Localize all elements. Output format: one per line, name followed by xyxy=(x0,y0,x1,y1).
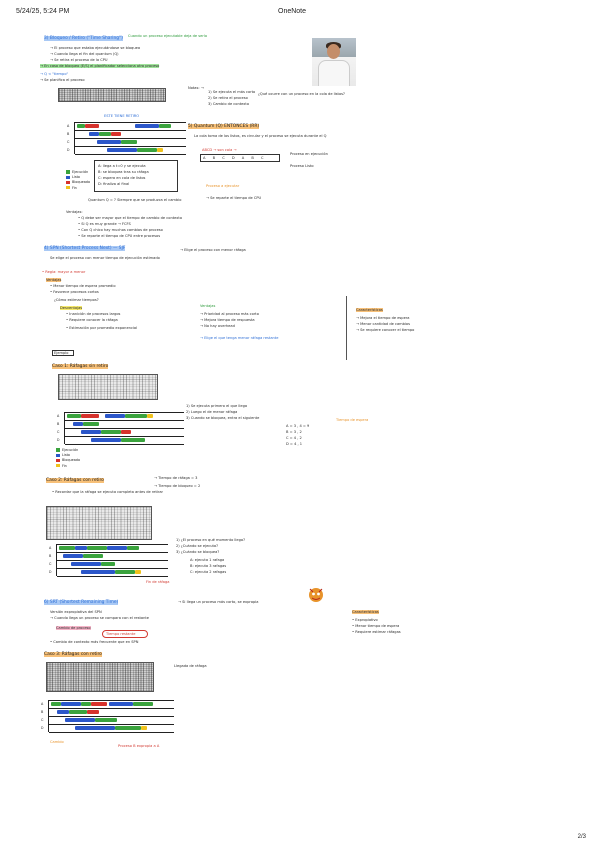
gantt-chart-3: A B C D xyxy=(56,544,168,576)
srt-right-1: • Expropiativo xyxy=(352,618,378,622)
case2-side-2: → Tiempo de bloqueo = 2 xyxy=(154,484,201,488)
srt-change-label: Cambio de proceso xyxy=(56,626,91,630)
spn-ventajas: Ventajas xyxy=(46,278,62,282)
legend2-item-execution: Ejecución xyxy=(56,448,80,452)
case1-orange-note: Tiempo de espera xyxy=(336,418,369,422)
ventajas-label: Ventajas: xyxy=(66,210,83,214)
legend-2 xyxy=(56,448,80,469)
case2-title: Caso 2: Ráfagas con retiro xyxy=(46,478,104,483)
calc-0: A = 3 , 4 = 9 xyxy=(286,424,310,428)
blocking-line-0: Cuando un proceso ejecutable deja de serlo xyxy=(128,34,208,38)
mid-note-extra: → Elige el que tenga menor ráfaga restante xyxy=(200,336,279,340)
blocking-line-3: → Se retira el proceso de la CPU xyxy=(50,58,108,62)
calc-1: B = 3 , 2 xyxy=(286,430,302,434)
app-title: OneNote xyxy=(278,8,307,15)
quantum-note: Quantum Q = ? Siempre que se produzca el cambio xyxy=(88,198,182,202)
right-col-item-2: → Se requiere conocer el tiempo xyxy=(356,328,415,332)
rr-title: 5) Quantum (Q) ENTONCES (RR) xyxy=(188,124,260,129)
legend-item-execution: Ejecución xyxy=(66,170,90,174)
blocking-right-note-1: 2) Se retira el proceso xyxy=(208,96,248,100)
spn-side-note: → Elige el proceso con menor ráfaga xyxy=(180,248,246,252)
case1-note-2: 2) Luego el de menor ráfaga xyxy=(186,410,238,414)
rr-orange-note: Proceso a ejecutar xyxy=(206,184,240,188)
legend-1 xyxy=(66,170,90,191)
mid-note-1: → Mejora tiempo de respuesta xyxy=(200,318,255,322)
process-table-thumbnail-2 xyxy=(58,374,158,400)
case3-title: Caso 3: Ráfagas con retiro xyxy=(44,652,102,657)
case3-side-note: Llegada de ráfaga xyxy=(174,664,207,668)
timestamp: 5/24/25, 5:24 PM xyxy=(16,8,70,15)
case2-hw-2: 3) ¿Cuándo se bloquea? xyxy=(176,550,220,554)
blocking-right-note-0: 1) Se ejecuta el más corto xyxy=(208,90,256,94)
case1-title: Caso 1: Ráfagas sin retiro xyxy=(52,364,109,369)
rr-note-2: → Se reparte el tiempo de CPU xyxy=(206,196,262,200)
sticker-icon xyxy=(306,584,326,604)
spn-d-1: • Inanición de procesos largos xyxy=(66,312,121,316)
boxed-note-line-2: B: se bloquea tras su ráfaga xyxy=(98,170,149,174)
blocking-title: 3) Bloqueo / Retiro ("Time Sharing") xyxy=(44,36,123,41)
mid-note-2: → No hay overhead xyxy=(200,324,235,328)
srt-title: 6) SRT (Shortest Remaining Time) xyxy=(44,600,119,605)
mid-note-0: → Prioridad al proceso más corto xyxy=(200,312,259,316)
srt-line-3: • Cambio de contexto más frecuente que en SPN xyxy=(50,640,139,644)
blocking-line-1: → El proceso que estaba ejecutándose se bloquea xyxy=(50,46,141,50)
ventajas-4: • Se reparte el tiempo de CPU entre procesos xyxy=(78,234,161,238)
boxed-note-line-3: C: espera en cola de listos xyxy=(98,176,146,180)
case1-note-1: 1) Se ejecuta primero el que llega xyxy=(186,404,248,408)
legend-item-blocked: Bloqueado xyxy=(66,180,90,184)
calc-2: C = 4 , 2 xyxy=(286,436,302,440)
blocking-line-4: → En caso de bloqueo (E/S) el planificador selecciona otro proceso xyxy=(40,64,160,68)
rr-line-1: Proceso en ejecución xyxy=(290,152,328,156)
spn-v-2: • Favorece procesos cortos xyxy=(50,290,99,294)
process-table-thumbnail-4 xyxy=(46,662,154,692)
boxed-note-line-1: A: llega a t=0 y se ejecuta xyxy=(98,164,146,168)
right-col-title: Características xyxy=(356,308,383,312)
process-table-thumbnail-3 xyxy=(46,506,152,540)
legend2-item-blocked: Bloqueado xyxy=(56,458,80,462)
case2-note: • Recordar que la ráfaga se ejecuta completa antes de retirar xyxy=(52,490,164,494)
gantt-chart-2: A B C D xyxy=(64,412,184,444)
blocking-question: ¿Qué ocurre con un proceso en la cola de listos? xyxy=(258,92,345,96)
case2-hw-4: B: ejecuta 3 rafagas xyxy=(190,564,227,568)
legend2-item-end: Fin xyxy=(56,464,80,468)
srt-line-extra: → Cuando llega un proceso se compara con el restante xyxy=(50,616,149,620)
spn-d-2: • Requiere conocer la ráfaga xyxy=(66,318,118,322)
case3-orange-note: Cambio xyxy=(50,740,64,744)
case2-hw-3: A: ejecuta 1 rafaga xyxy=(190,558,225,562)
gantt-chart-4: A B C D xyxy=(48,700,174,732)
blocking-sub-note-2: → Se planifica el proceso xyxy=(40,78,85,82)
process-table-thumbnail-1 xyxy=(58,88,166,102)
srt-right-2: • Menor tiempo de espera xyxy=(352,624,400,628)
spn-title: 4) SPN (Shortest Process Next) — SJF xyxy=(44,246,126,251)
ventajas-1: • Q debe ser mayor que el tiempo de cambio de contexto xyxy=(78,216,183,220)
right-note-label: Notas: → xyxy=(188,86,204,90)
srt-line-0: Versión expropiativa del SPN xyxy=(50,610,102,614)
spn-v-1: • Menor tiempo de espera promedio xyxy=(50,284,116,288)
blocking-line-2: → Cuando llega el fin del quantum (Q) xyxy=(50,52,119,56)
boxed-note-line-4: D: finaliza al final xyxy=(98,182,130,186)
ventajas-2: • Si Q es muy grande → FCFS xyxy=(78,222,131,226)
srt-circled-text: Tiempo restante xyxy=(106,632,136,636)
spn-question: ¿Cómo estimar tiempos? xyxy=(54,298,99,302)
divider-vertical xyxy=(346,296,347,360)
srt-side-note: → Si llega un proceso más corto, se expropia xyxy=(178,600,259,604)
page-number: 2/3 xyxy=(577,834,586,840)
case2-hw-5: C: ejecuta 2 rafagas xyxy=(190,570,227,574)
case1-note-3: 3) Cuando se bloquea, entra el siguiente xyxy=(186,416,260,420)
srt-right-title: Características xyxy=(352,610,379,614)
player-photo xyxy=(312,38,356,86)
case2-red-note: Fin de ráfaga xyxy=(146,580,170,584)
spn-desventajas: Desventajas xyxy=(60,306,83,310)
case2-hw-0: 1) ¿El proceso en qué momento llega? xyxy=(176,538,246,542)
blocking-sub-note: → Q < "tiempo" xyxy=(40,72,69,76)
mid-notes-title: Ventajas xyxy=(200,304,216,308)
case2-side-1: → Tiempo de ráfaga = 3 xyxy=(154,476,198,480)
gantt-title-1: ESTE TIENE RETIRO xyxy=(104,114,140,118)
calc-3: D = 4 , 1 xyxy=(286,442,303,446)
case2-hw-1: 2) ¿Cuándo se ejecuta? xyxy=(176,544,219,548)
legend-item-end: Fin xyxy=(66,186,90,190)
rr-line-2: Proceso Listo xyxy=(290,164,314,168)
right-col-item-0: → Mejora el tiempo de espera xyxy=(356,316,410,320)
legend2-item-ready: Listo xyxy=(56,453,80,457)
spn-rule: • Regla: mayor a menor xyxy=(42,270,86,274)
spn-line-0: Se elige el proceso con menor tiempo de ejecución estimado xyxy=(50,256,160,260)
legend-item-ready: Listo xyxy=(66,175,90,179)
srt-right-3: • Requiere estimar ráfagas xyxy=(352,630,401,634)
blocking-right-note-2: 3) Cambio de contexto xyxy=(208,102,250,106)
rr-line-0: La cola toma de los listos, es circular y el proceso se ejecuta durante el Q xyxy=(194,134,327,138)
ventajas-3: • Con Q chico hay muchos cambios de proceso xyxy=(78,228,163,232)
spn-d-3: • Estimación por promedio exponencial xyxy=(66,326,138,330)
ejemplo-label: Ejemplo xyxy=(54,351,69,355)
gantt-chart-1: A B C D xyxy=(74,122,186,154)
right-col-item-1: → Menor cantidad de cambios xyxy=(356,322,410,326)
rr-queue-cells: A B C D A B C xyxy=(203,156,267,160)
case3-red-note: Proceso B expropia a A xyxy=(118,744,160,748)
rr-queue-label: ABCD → son cola → xyxy=(202,148,237,152)
